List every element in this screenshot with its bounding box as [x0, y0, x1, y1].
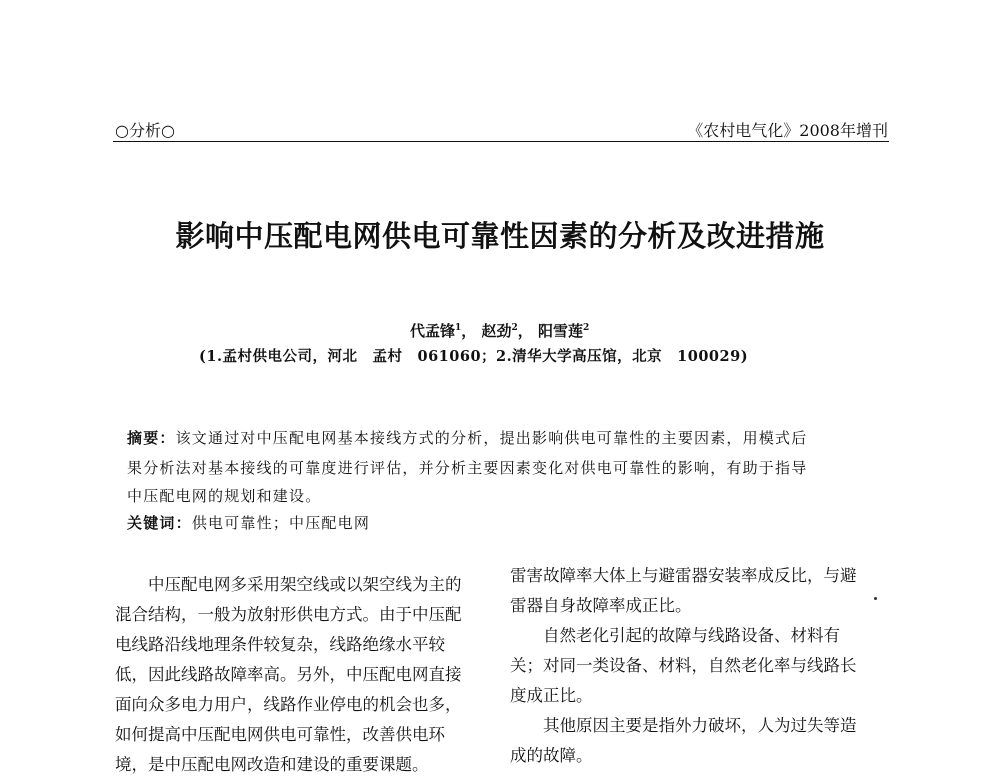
body-line: 低，因此线路故障率高。另外，中压配电网直接 — [115, 665, 462, 684]
header-rule — [113, 141, 889, 142]
affiliations: (1.孟村供电公司，河北 孟村 061060；2.清华大学高压馆，北京 100029) — [199, 348, 749, 365]
body-line: 自然老化引起的故障与线路设备、材料有 — [543, 626, 840, 645]
body-line: 雷害故障率大体上与避雷器安装率成反比，与避 — [510, 566, 857, 585]
scan-speck — [874, 597, 877, 600]
body-line: 成的故障。 — [510, 746, 593, 765]
body-line: 中压配电网多采用架空线或以架空线为主的 — [148, 575, 462, 594]
abstract-line — [127, 427, 807, 448]
keywords-label: 关键词： — [127, 514, 192, 532]
author-name: 阳雪莲 — [538, 322, 584, 340]
body-line: 雷器自身故障率成正比。 — [510, 596, 692, 615]
body-line: 度成正比。 — [510, 686, 593, 705]
body-line: 面向众多电力用户，线路作业停电的机会也多， — [115, 695, 462, 714]
abstract-text: 该文通过对中压配电网基本接线方式的分析，提出影响供电可靠性的主要因素，用模式后 — [175, 429, 808, 447]
author-name: 代孟锋 — [410, 322, 456, 340]
body-right-column — [510, 561, 890, 771]
body-line: 如何提高中压配电网供电可靠性，改善供电环 — [115, 725, 445, 744]
author-affil-mark: 1 — [455, 323, 462, 333]
keywords-line — [127, 512, 370, 533]
keywords-text: 供电可靠性；中压配电网 — [191, 514, 371, 532]
body-left-column — [115, 570, 495, 780]
abstract-label: 摘要： — [127, 429, 176, 447]
section-label: ○分析○ — [115, 121, 175, 140]
author-affil-mark: 2 — [583, 323, 590, 333]
author-affil-mark: 2 — [511, 323, 518, 333]
body-line: 其他原因主要是指外力破坏，人为过失等造 — [543, 716, 857, 735]
body-line: 混合结构，一般为放射形供电方式。由于中压配 — [115, 605, 462, 624]
abstract-line: 中压配电网的规划和建设。 — [127, 487, 322, 505]
author-name: 赵劲 — [481, 322, 512, 340]
paper-title: 影响中压配电网供电可靠性因素的分析及改进措施 — [175, 219, 825, 253]
journal-name: 《农村电气化》2008年增刊 — [687, 121, 888, 140]
body-line: 电线路沿线地理条件较复杂，线路绝缘水平较 — [115, 635, 445, 654]
body-line: 关；对同一类设备、材料，自然老化率与线路长 — [510, 656, 857, 675]
body-line: 境，是中压配电网改造和建设的重要课题。 — [115, 755, 429, 774]
author-list: 代孟锋$^1$， 赵劲$^2$， 阳雪莲$^2$ — [410, 322, 590, 340]
abstract-line: 果分析法对基本接线的可靠度进行评估，并分析主要因素变化对供电可靠性的影响，有助于指导 — [127, 459, 808, 477]
